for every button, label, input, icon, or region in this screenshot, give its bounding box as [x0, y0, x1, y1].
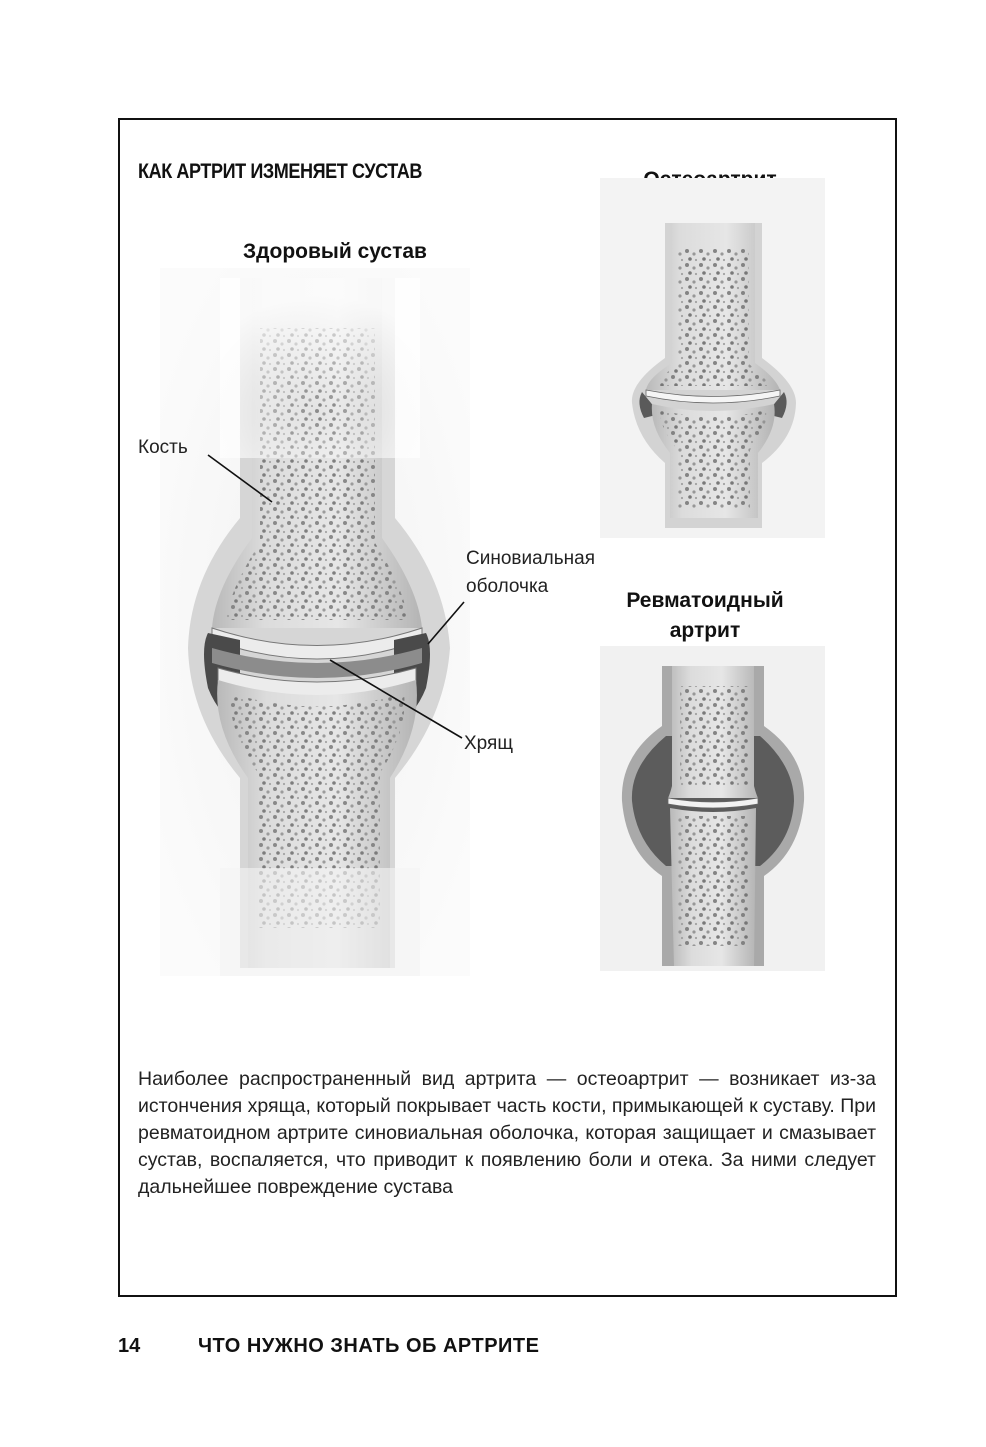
osteoarthritis-illustration	[600, 178, 825, 538]
running-title: ЧТО НУЖНО ЗНАТЬ ОБ АРТРИТЕ	[198, 1335, 540, 1357]
healthy-joint-illustration	[160, 268, 470, 976]
healthy-joint-title: Здоровый сустав	[243, 240, 427, 263]
box-title: КАК АРТРИТ ИЗМЕНЯЕТ СУСТАВ	[138, 160, 423, 183]
rheumatoid-arthritis-illustration	[600, 646, 825, 971]
synovial-membrane-label: Синовиальная оболочка	[466, 548, 596, 597]
figure-caption: Наиболее распространенный вид артрита — остеоартрит — возникает из-за истончения хряща, который покрывает часть кости, примыкающей к суставу. При ревматоидном артрите синовиальная оболочка, которая защищает и смазывает сустав, воспаляется, что приводит к появлению боли и отека. За ними следует дальнейшее повреждение сустава	[138, 1068, 876, 1198]
page-number: 14	[118, 1335, 141, 1357]
cartilage-label: Хрящ	[464, 733, 513, 754]
rheumatoid-arthritis-title: Ревматоидный артрит	[626, 589, 784, 642]
bone-label: Кость	[138, 437, 188, 458]
